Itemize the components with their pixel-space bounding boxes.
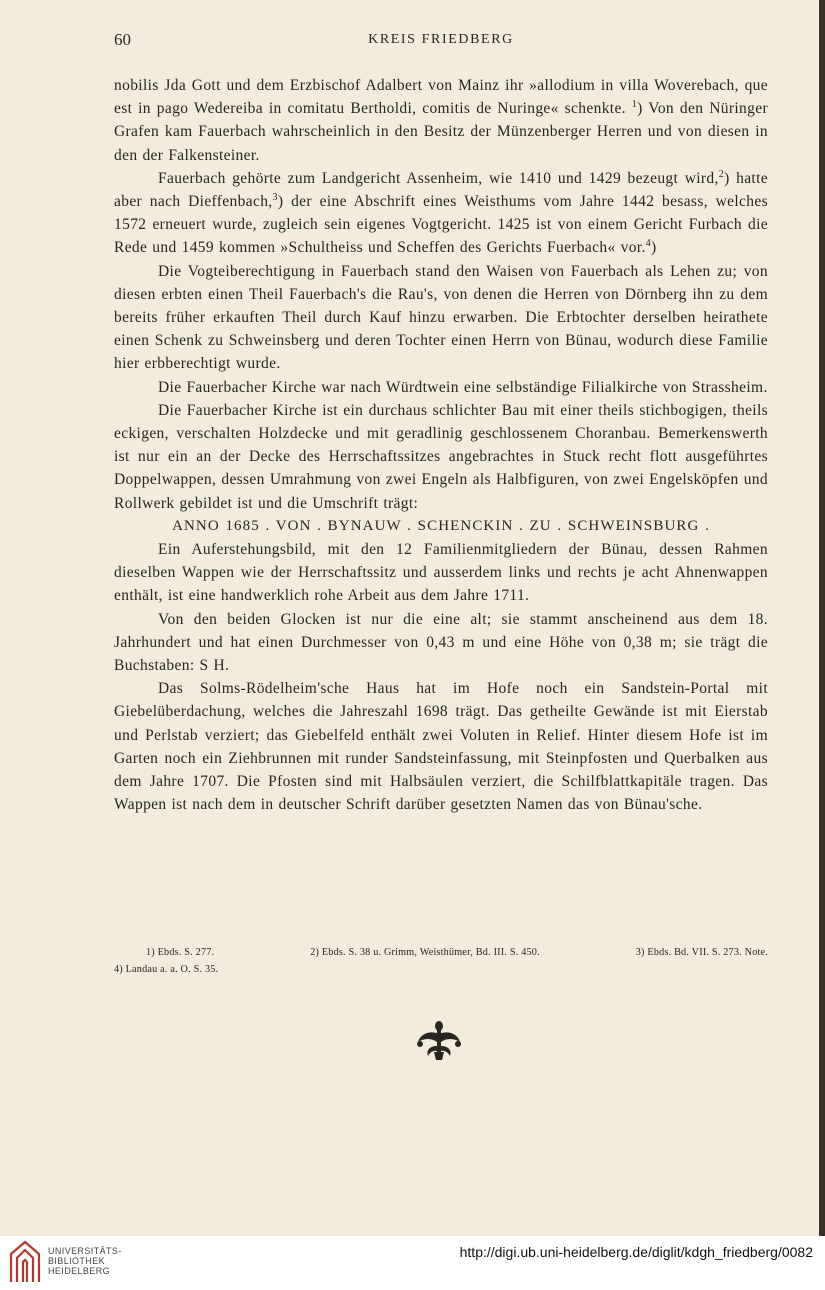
inscription-line: ANNO 1685 . VON . BYNAUW . SCHENCKIN . ZU . SCHWEINSBURG . — [172, 517, 710, 534]
library-name-line-3: HEIDELBERG — [48, 1266, 111, 1276]
paragraph-1: nobilis Jda Gott und dem Erzbischof Adalbert von Mainz ihr »allodium in villa Woverebach, que est in pago Wedereiba in comitatu Bertholdi, comitis de Nuringe« schenkte. $^1$) Von den Nüringer Grafen kam Fauerbach wahrscheinlich in den Besitz der Münzenberger Herren und von diesen in den der Falkensteiner. — [114, 77, 768, 164]
heidelberg-library-logo-icon — [8, 1238, 42, 1284]
paragraph-7: Von den beiden Glocken ist nur die eine alt; sie stammt anscheinend aus dem 18. Jahrhundert und hat einen Durchmesser von 0,43 m und eine Höhe von 0,38 m; sie trägt die Buchstaben: S H. — [114, 610, 768, 675]
running-title: KREIS FRIEDBERG — [368, 32, 514, 47]
footnote-ref-1: 1 — [631, 99, 638, 111]
fleuron-ornament-icon — [412, 1020, 466, 1062]
page-number: 60 — [114, 30, 131, 49]
footnote-ref-2: 2 — [718, 168, 725, 180]
footnote-4: 4) Landau a. a. O. S. 35. — [114, 964, 219, 975]
paragraph-5: Die Fauerbacher Kirche ist ein durchaus schlichter Bau mit einer theils stichbogigen, theils eckigen, verschalten Holzdecke und mit geradlinig geschlossenem Choranbau. Bemerkenswerth ist nur ein an der Decke des Herrschaftssitzes angebrachtes in Stuck recht flott ausgeführtes Doppelwappen, dessen Umrahmung von zwei Engeln als Halbfiguren, von zwei Engelsköpfen und Rollwerk gebildet ist und die Umschrift trägt: — [114, 401, 768, 512]
paragraph-4: Die Fauerbacher Kirche war nach Würdtwein eine selbständige Filialkirche von Strassheim. — [158, 378, 768, 396]
paragraph-2: Fauerbach gehörte zum Landgericht Assenheim, wie 1410 und 1429 bezeugt wird,$^2$) hatte aber nach Dieffenbach,$^3$) der eine Abschrift eines Weisthums vom Jahre 1442 besass, welches 1572 erneuert wurde, zugleich sein eigenes Vogtgericht. 1425 ist von einem Gericht Furbach die Rede und 1459 kommen »Schultheiss und Scheffen des Gerichts Fuerbach« vor.$^4$) — [114, 168, 768, 257]
body-text — [114, 74, 768, 817]
paragraph-8: Das Solms-Rödelheim'sche Haus hat im Hofe noch ein Sandstein-Portal mit Giebelüberdachung, welches die Jahreszahl 1698 trägt. Das getheilte Gewände ist mit Eierstab und Perlstab verziert; das Giebelfeld enthält zwei Voluten in Relief. Hinter diesem Hofe ist im Garten noch ein Ziehbrunnen mit runder Sandsteinfassung, mit Steinpfosten und Querbalken aus dem Jahre 1707. Die Pfosten sind mit Halbsäulen verziert, die Schilfblattkapitäle tragen. Das Wappen ist nach dem in deutscher Schrift darüber gesetzten Namen das von Bünau'sche. — [114, 680, 768, 814]
paragraph-6: Ein Auferstehungsbild, mit den 12 Familienmitgliedern der Bünau, dessen Rahmen dieselben Wappen wie der Herrschaftssitz und ausserdem links und rechts je acht Ahnenwappen enthält, ist eine handwerklich rohe Arbeit aus dem Jahre 1711. — [114, 541, 768, 605]
footnote-line-2 — [114, 961, 768, 978]
footnote-ref-4: 4 — [645, 238, 652, 250]
library-name-line-1: UNIVERSITÄTS- — [48, 1246, 122, 1256]
footnote-ref-3: 3 — [272, 191, 278, 203]
library-name — [48, 1246, 122, 1276]
footnote-1: 1) Ebds. S. 277. — [146, 947, 215, 958]
footnotes — [114, 944, 768, 978]
footnote-3: 3) Ebds. Bd. VII. S. 273. Note. — [635, 947, 768, 958]
library-name-line-2: BIBLIOTHEK — [48, 1256, 106, 1266]
footnote-line-1 — [114, 944, 768, 961]
paragraph-3: Die Vogteiberechtigung in Fauerbach stand den Waisen von Fauerbach als Lehen zu; von diesen erbten einen Theil Fauerbach's die Rau's, von denen die Herren von Dörnberg ihn zu dem bereits früher erkauften Theil durch Kauf hinzu erwarben. Die Erbtochter derselben heirathete einen Schenk zu Schweinsberg und deren Tochter einen Herrn von Bünau, wodurch diese Familie hier erbberechtigt wurde. — [114, 262, 768, 373]
page-edge-shadow — [819, 0, 825, 1236]
source-url-link[interactable]: http://digi.ub.uni-heidelberg.de/diglit/kdgh_friedberg/0082 — [459, 1244, 813, 1260]
footnote-2: 2) Ebds. S. 38 u. Grimm, Weisthümer, Bd. III. S. 450. — [310, 947, 540, 958]
page-header — [114, 30, 768, 52]
